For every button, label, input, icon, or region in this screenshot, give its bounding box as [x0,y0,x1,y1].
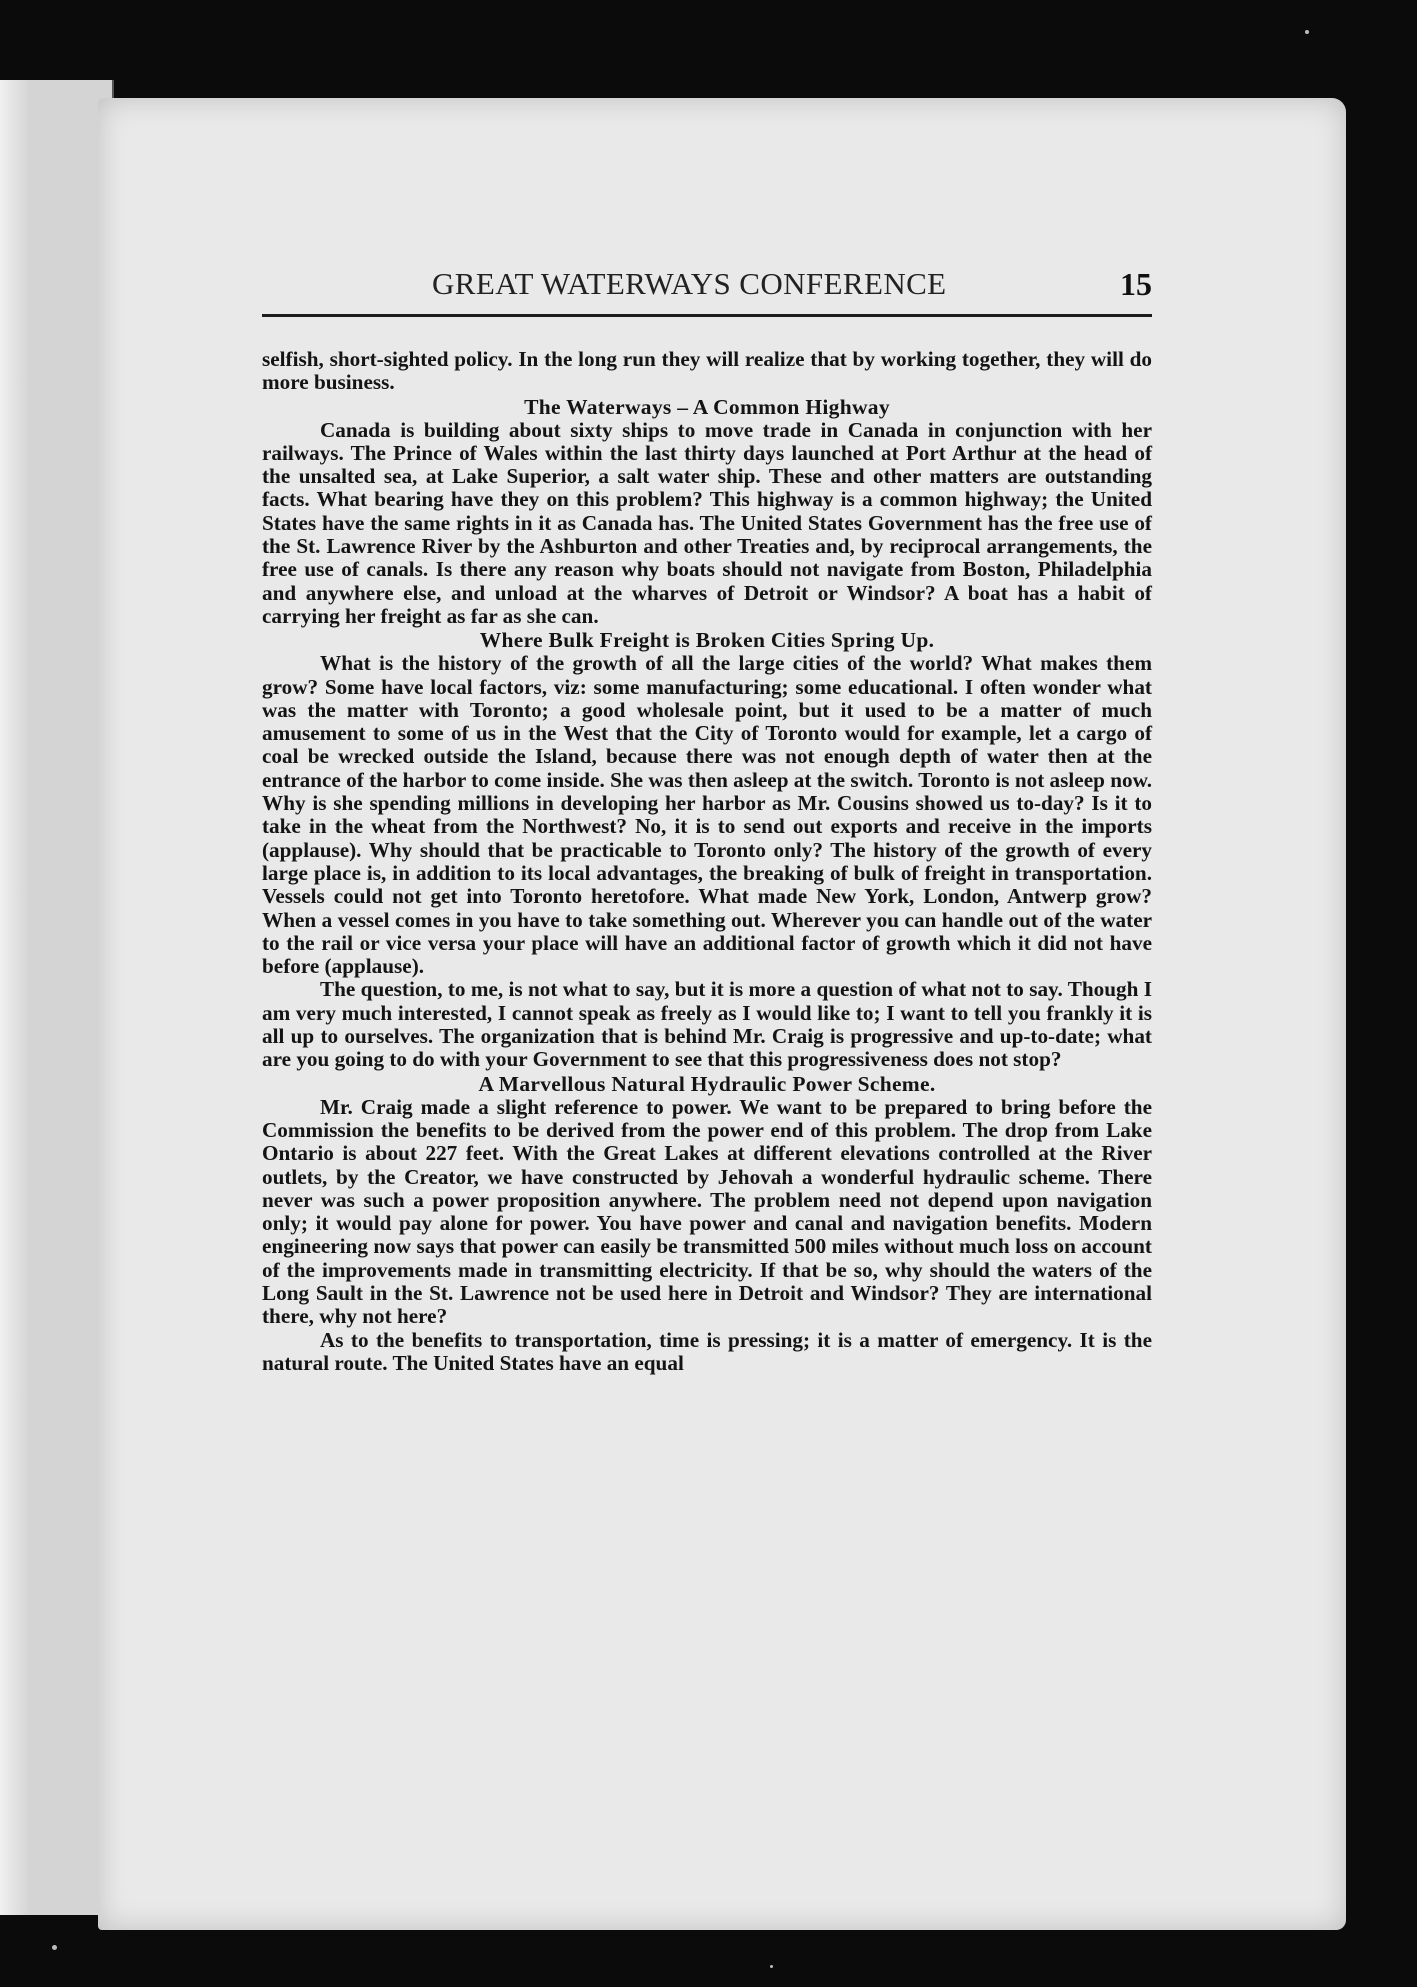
running-title: GREAT WATERWAYS CONFERENCE [432,266,947,301]
paragraph-city-growth: What is the history of the growth of all the large cities of the world? What makes them grow? Some have local factors, viz: some manufacturing; some educational. I often wonder what was the matter with Toronto; a good wholesale point, but it used to be a matter of much amusement to some of us in the West that the City of Toronto would for example, let a cargo of coal be wrecked outside the Island, because there was not enough depth of water then at the entrance of the harbor to come inside. She was then asleep at the switch. Toronto is not asleep now. Why is she spending millions in developing her harbor as Mr. Cousins showed us to-day? Is it to take in the wheat from the Northwest? No, it is to send out exports and receive in the imports (applause). Why should that be practicable to Toronto only? The history of the growth of every large place is, in addition to its local advantages, the breaking of bulk of freight in transportation. Vessels could not get into Toronto heretofore. What made New York, London, Antwerp grow? When a vessel comes in you have to take something out. Wherever you can handle out of the water to the rail or vice versa your place will have an additional factor of growth which it did not have before (applause). [262,651,1152,979]
paragraph-transportation: As to the benefits to transportation, time is pressing; it is a matter of emergency. It is the natural route. The United States have an equal [262,1327,1152,1375]
paragraph-question: The question, to me, is not what to say, but it is more a question of what not to say. Though I am very much interested, I cannot speak as freely as I would like to; I want to tell you frankly it is all up to ourselves. The organization that is behind Mr. Craig is progressive and up-to-date; what are you going to do with your Government to see that this progressiveness does not stop? [262,977,1152,1072]
header-rule [262,314,1152,317]
article-body [262,348,1152,1375]
film-speck [770,1965,773,1968]
facing-page-shade [0,80,30,1915]
film-speck [1305,30,1309,34]
paragraph-continuation: selfish, short-sighted policy. In the long run they will realize that by working together, they will do more business. [262,347,1152,395]
section-heading-bulk-freight: Where Bulk Freight is Broken Cities Spring Up. [479,628,935,653]
film-speck [52,1945,57,1950]
paragraph-power: Mr. Craig made a slight reference to power. We want to be prepared to bring before the Commission the benefits to be derived from the power end of this problem. The drop from Lake Ontario is about 227 feet. With the Great Lakes at different elevations controlled at the River outlets, by the Creator, we have constructed by Jehovah a wonderful hydraulic scheme. There never was such a power proposition anywhere. The problem need not depend upon navigation only; it would pay alone for power. You have power and canal and navigation benefits. Modern engineering now says that power can easily be transmitted 500 miles without much loss on account of the improvements made in transmitting electricity. If that be so, why should the waters of the Long Sault in the St. Lawrence not be used here in Detroit and Windsor? They are international there, why not here? [262,1094,1152,1329]
section-heading-waterways: The Waterways – A Common Highway [524,394,890,419]
paragraph-waterways: Canada is building about sixty ships to move trade in Canada in conjunction with her railways. The Prince of Wales within the last thirty days launched at Port Arthur at the head of the unsalted sea, at Lake Superior, a salt water ship. These and other matters are outstanding facts. What bearing have they on this problem? This highway is a common highway; the United States have the same rights in it as Canada has. The United States Government has the free use of the St. Lawrence River by the Ashburton and other Treaties and, by reciprocal arrangements, the free use of canals. Is there any reason why boats should not navigate from Boston, Philadelphia and anywhere else, and unload at the wharves of Detroit or Windsor? A boat has a habit of carrying her freight as far as she can. [262,417,1152,628]
page-number: 15 [1120,266,1152,302]
page-header [262,266,1152,318]
section-heading-hydraulic-power: A Marvellous Natural Hydraulic Power Scheme. [478,1071,936,1096]
